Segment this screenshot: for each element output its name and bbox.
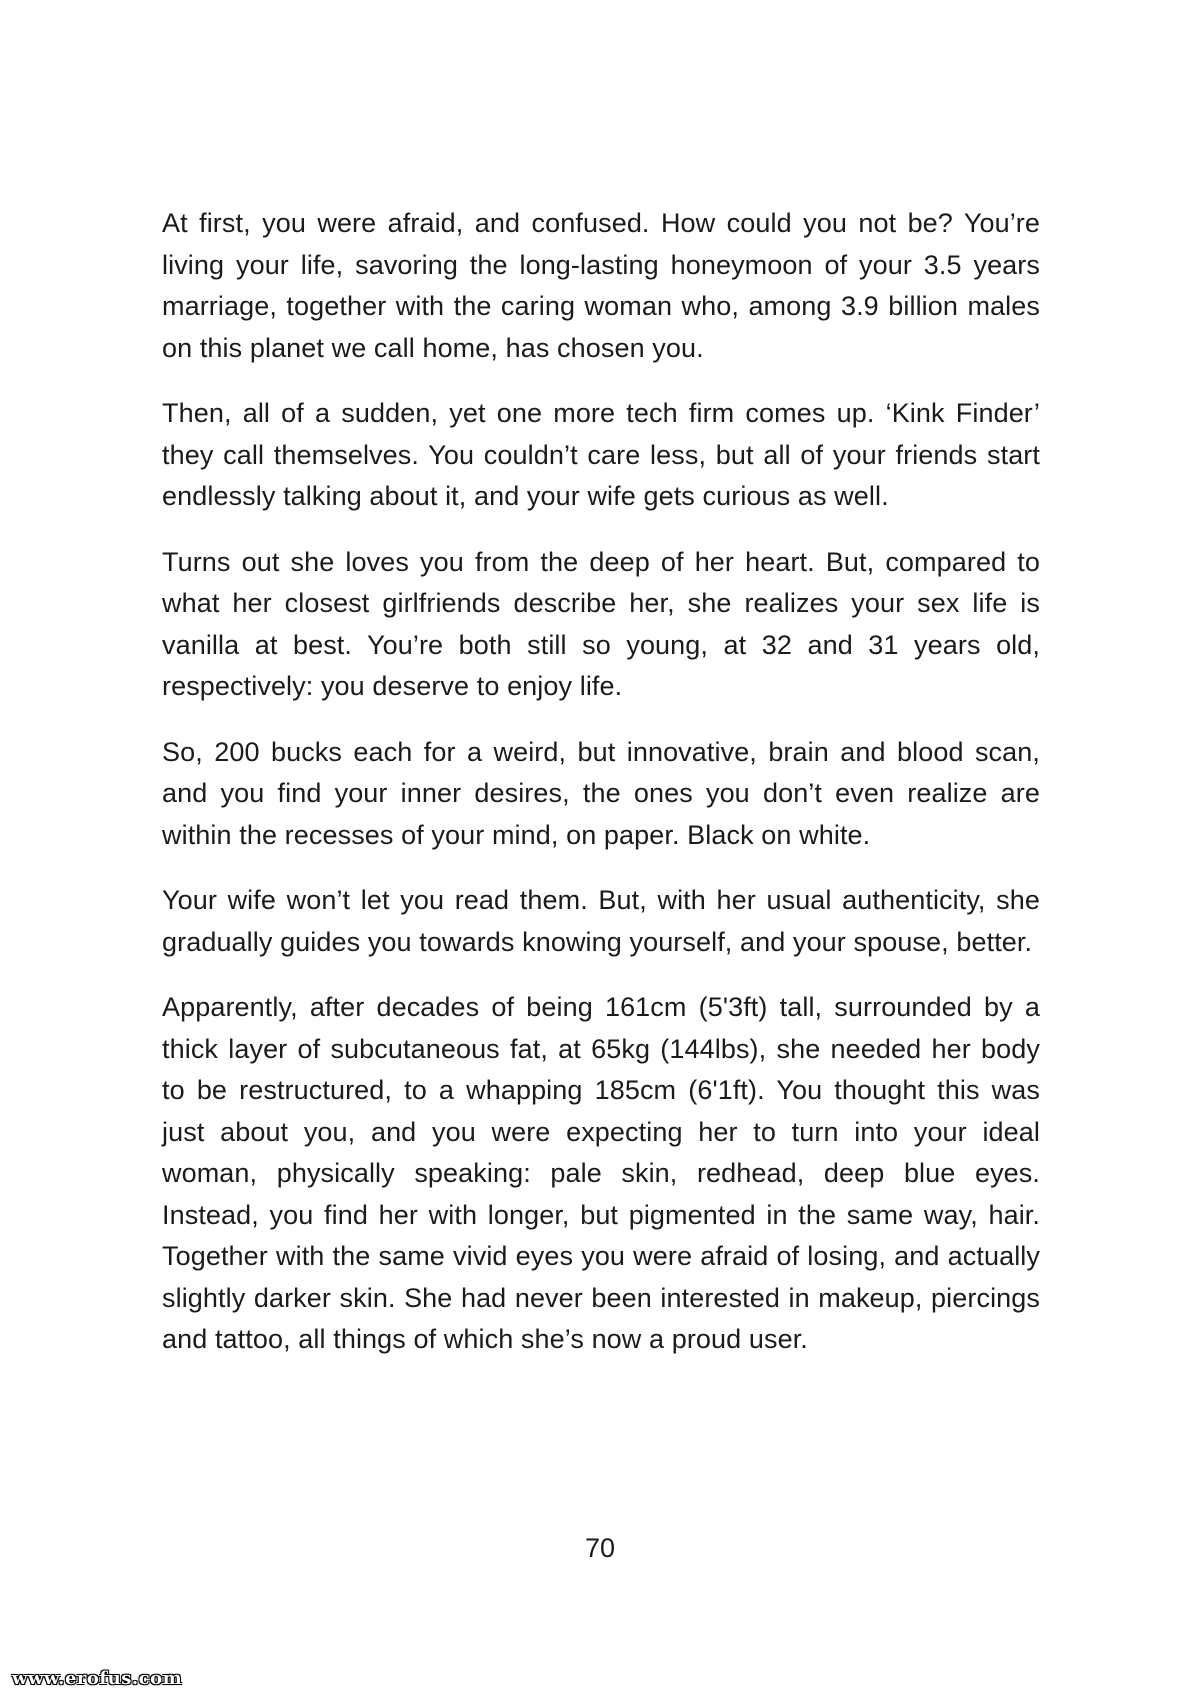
paragraph-5: Your wife won’t let you read them. But, with her usual authenticity, she gradually guides you towards knowing yourself, and your spouse, better. xyxy=(162,885,1040,957)
paragraph-3: Turns out she loves you from the deep of her heart. But, compared to what her closest girlfriends describe her, she realizes your sex life is vanilla at best. You’re both still so young, at 32 and 31 years old, respectively: you deserve to enjoy life. xyxy=(162,546,1040,701)
body-text xyxy=(162,203,1040,1385)
paragraph-2: Then, all of a sudden, yet one more tech firm comes up. ‘Kink Finder’ they call themselves. You couldn’t care less, but all of your friends start endlessly talking about it, and your wife gets curious as well. xyxy=(162,398,1040,511)
paragraph-6: Apparently, after decades of being 161cm (5'3ft) tall, surrounded by a thick layer of subcutaneous fat, at 65kg (144lbs), she needed her body to be restructured, to a whapping 185cm (6'1ft). You thought this was just about you, and you were expecting her to turn into your ideal woman, physically speaking: pale skin, redhead, deep blue eyes. Instead, you find her with longer, but pigmented in the same way, hair. Together with the same vivid eyes you were afraid of losing, and actually slightly darker skin. She had never been interested in makeup, piercings and tattoo, all things of which she’s now a proud user. xyxy=(162,992,1040,1354)
paragraph-4: So, 200 bucks each for a weird, but innovative, brain and blood scan, and you find your inner desires, the ones you don’t even realize are within the recesses of your mind, on paper. Black on white. xyxy=(162,736,1040,850)
site-watermark: www.erofus.com xyxy=(12,1668,183,1689)
page-number: 70 xyxy=(584,1533,616,1563)
paragraph-1: At first, you were afraid, and confused. How could you not be? You’re living your life, savoring the long-lasting honeymoon of your 3.5 years marriage, together with the caring woman who, among 3.9 billion males on this planet we call home, has chosen you. xyxy=(162,208,1040,363)
